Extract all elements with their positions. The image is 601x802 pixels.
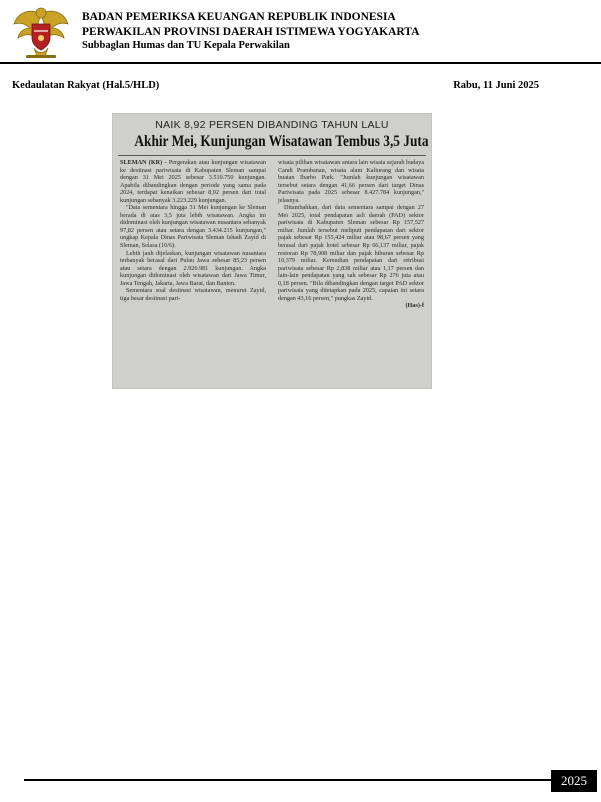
article-kicker: NAIK 8,92 PERSEN DIBANDING TAHUN LALU xyxy=(155,119,389,131)
organization-name xyxy=(82,10,419,54)
date-label: Rabu, 11 Juni 2025 xyxy=(453,80,539,91)
article-column-1 xyxy=(120,159,266,302)
bpk-garuda-emblem-icon xyxy=(12,4,70,60)
org-line-1: BADAN PEMERIKSA KEUANGAN REPUBLIK INDONESIA xyxy=(82,11,396,23)
letterhead xyxy=(12,4,592,62)
org-line-3: Subbaglan Humas dan TU Kepala Perwakilan xyxy=(82,40,290,51)
paragraph: "Data sementara hingga 31 Mei kunjungan ke Sleman berada di atas 3,5 juta lebih wisatawan. Angka ini didominasi oleh kunjungan wisatawan nusantara sebanyak 97,82 persen atau setara dengan 3.434.215 kunjungan," ungkap Kepala Dinas Pariwisata Sleman Ishadi Zayid di Sleman, Selasa (10/6). xyxy=(120,204,266,250)
source-label: Kedaulatan Rakyat (Hal.5/HLD) xyxy=(12,80,160,91)
newspaper-clipping xyxy=(112,113,432,389)
header-divider xyxy=(0,62,601,64)
paragraph-text: - Pergerakan atau kunjungan wisatawan ke destinasi pariwisata di Kabupaten Sleman sampai dengan 31 Mei 2025 sebesar 3.510.750 kunjungan. Apabila dibandingkan dengan periode yang sama pada 2024, terdapat kenaikan sebesar 8,92 persen dari total kunjungan sebanyak 3.223.229 kunjungan. xyxy=(120,159,267,204)
footer-year-badge: 2025 xyxy=(551,770,597,792)
paragraph: Sementara soal destinasi wisatawan, menurut Zayid, tiga besar destinasi pari- xyxy=(120,287,266,302)
footer-divider xyxy=(24,779,552,781)
article-dateline: SLEMAN (KR) xyxy=(120,159,163,166)
paragraph: Ditambahkan, dari data sementara sampai dengan 27 Mei 2025, total pendapatan asli daerah (PAD) sektor pariwisata di Kabupaten Sleman sebesar Rp 157,527 miliar. Jumlah tersebut meliputi pendapatan dari sektor pajak sebesar Rp 155,424 miliar atau 98,67 persen yang berasal dari pajak hotel sebesar Rp 66,137 miliar, pajak restoran Rp 78,908 miliar dan pajak hiburan sebesar Rp 10,379 miliar. Kemudian pendapatan dari retribusi pariwisata sebesar Rp 2,838 miliar atau 1,17 persen dan lain-lain pendapatan yang sah sebesar Rp 276 juta atau 0,18 persen. "Bila dibandingkan dengan target PAD sektor pariwisata yang ditetapkan pada 2025, capaian ini setara dengan 43,16 persen," pungkas Zayid. xyxy=(278,204,424,302)
paragraph: Lebih jauh dijelaskan, kunjungan wisatawan nusantara terbanyak berasal dari Pulau Jawa sebesar 85,23 persen atau setara dengan 2.926.981 kunjungan. Angka kunjungan didominasi oleh wisatawan dari Jawa Timur, Jawa Tengah, Jakarta, Jawa Barat, dan Banten. xyxy=(120,249,266,287)
org-line-2: PERWAKILAN PROVINSI DAERAH ISTIMEWA YOGYAKARTA xyxy=(82,25,420,38)
headline-divider xyxy=(118,155,426,156)
paragraph: wisata pilihan wisatawan antara lain wisata sejarah budaya Candi Prambanan, wisata alam Kaliurang dan wisata buatan Ibarbo Park. "Jumlah kunjungan wisatawan tersebut setara dengan 41,66 persen dari target Dinas Pariwisata pada 2025 sebesar 8.427.784 kunjungan," jelasnya. xyxy=(278,159,424,204)
paragraph xyxy=(120,159,266,204)
article-headline: Akhir Mei, Kunjungan Wisatawan Tembus 3,5 Juta xyxy=(134,133,429,150)
article-column-2 xyxy=(278,159,424,310)
article-signoff: (Has)-f xyxy=(405,302,424,310)
